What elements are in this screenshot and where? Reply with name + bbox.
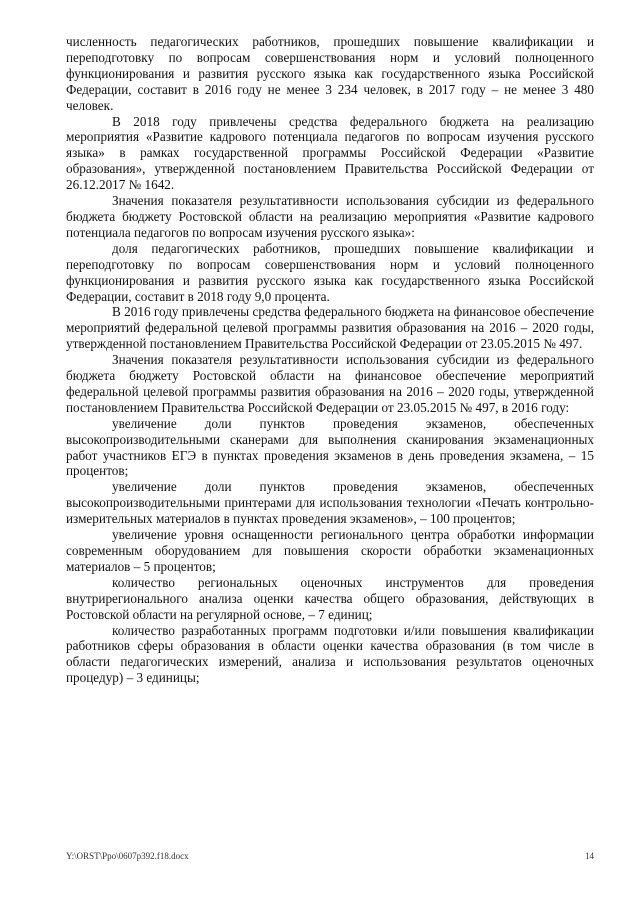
paragraph-8: увеличение доли пунктов проведения экзаменов, обеспеченных высокопроизводительными принтерами для использования технологии «Печать контрольно-измерительных материалов в пунктах проведения экзаменов», – 100 процентов; bbox=[66, 479, 594, 527]
paragraph-11: количество разработанных программ подготовки и/или повышения квалификации работников сферы образования в области оценки качества образования (в том числе в области педагогических измерений, анализа и использования результатов оценочных процедур) – 3 единицы; bbox=[66, 622, 594, 686]
paragraph-5: В 2016 году привлечены средства федерального бюджета на финансовое обеспечение мероприятий федеральной целевой программы развития образования на 2016 – 2020 годы, утвержденной постановлением Правительства Российской Федерации от 23.05.2015 № 497. bbox=[66, 304, 594, 352]
paragraph-10: количество региональных оценочных инструментов для проведения внутрирегионального анализа оценки качества общего образования, действующих в Ростовской области на регулярной основе, – 7 единиц; bbox=[66, 574, 594, 622]
paragraph-9: увеличение уровня оснащенности регионального центра обработки информации современным оборудованием для повышения скорости обработки экзаменационных материалов – 5 процентов; bbox=[66, 527, 594, 574]
paragraph-7: увеличение доли пунктов проведения экзаменов, обеспеченных высокопроизводительными сканерами для выполнения сканирования экзаменационных работ участников ЕГЭ в пунктах проведения экзаменов в день проведения экзамена, – 15 процентов; bbox=[66, 415, 594, 479]
page-number: 14 bbox=[585, 851, 594, 861]
paragraph-1: численность педагогических работников, прошедших повышение квалификации и переподготовку по вопросам совершенствования норм и условий полноценного функционирования и развития русского языка как государственного языка Российской Федерации, составит в 2016 году не менее 3 234 человек, в 2017 году – не менее 3 480 человек. bbox=[66, 34, 594, 113]
paragraph-2: В 2018 году привлечены средства федерального бюджета на реализацию мероприятия «Развитие кадрового потенциала педагогов по вопросам изучения русского языка» в рамках государственной программы Российской Федерации «Развитие образования», утвержденной постановлением Правительства Российской Федерации от 26.12.2017 № 1642. bbox=[66, 113, 594, 193]
document-body bbox=[66, 34, 594, 686]
paragraph-6: Значения показателя результативности использования субсидии из федерального бюджета бюджету Ростовской области на финансовое обеспечение мероприятий федеральной целевой программы развития образования на 2016 – 2020 годы, утвержденной постановлением Правительства Российской Федерации от 23.05.2015 № 497, в 2016 году: bbox=[66, 352, 594, 415]
paragraph-4: доля педагогических работников, прошедших повышение квалификации и переподготовку по вопросам совершенствования норм и условий полноценного функционирования и развития русского языка как государственного языка Российской Федерации, составит в 2018 году 9,0 процента. bbox=[66, 240, 594, 304]
file-path: Y:\ORST\Ppo\0607p392.f18.docx bbox=[66, 851, 189, 861]
paragraph-3: Значения показателя результативности использования субсидии из федерального бюджета бюджету Ростовской области на реализацию мероприятия «Развитие кадрового потенциала педагогов по вопросам изучения русского языка»: bbox=[66, 193, 594, 240]
